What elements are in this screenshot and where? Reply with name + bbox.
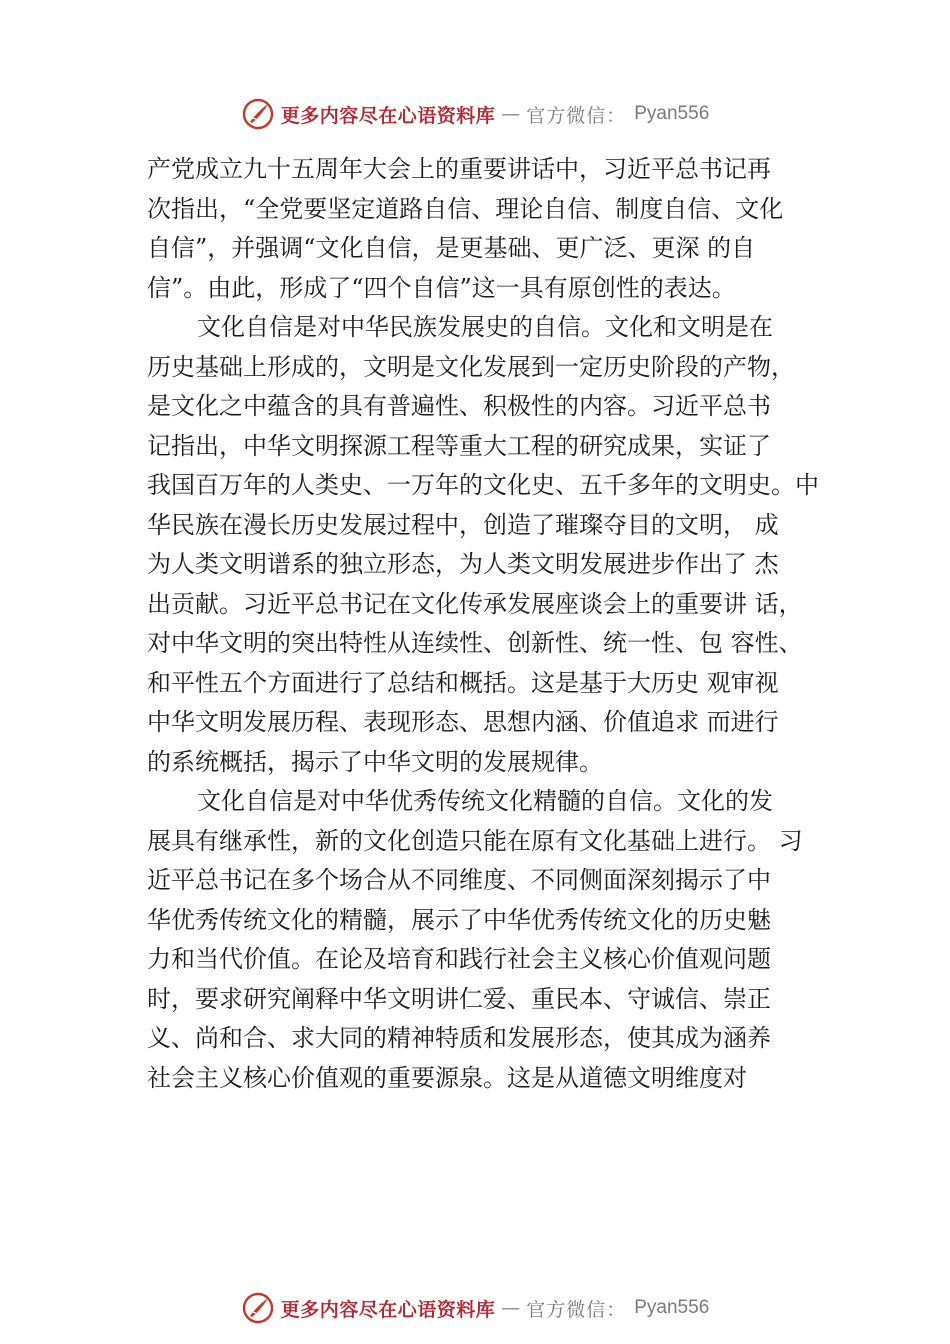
text-line: 义、尚和合、求大同的精神特质和发展形态，使其成为涵养	[147, 1024, 771, 1052]
watermark-dash: —	[501, 103, 521, 125]
paragraph-first-line: 文化自信是对中华优秀传统文化精髓的自信。文化的发	[197, 787, 773, 815]
paragraph-first-line: 文化自信是对中华民族发展史的自信。文化和文明是在	[197, 313, 773, 341]
text-line: 历史基础上形成的，文明是文化发展到一定历史阶段的产物，	[147, 352, 795, 381]
text-line: 力和当代价值。在论及培育和践行社会主义核心价值观问题	[147, 945, 771, 973]
text-line: 对中华文明的突出特性从连续性、创新性、统一性、包 容性、	[147, 629, 803, 657]
text-line: 华民族在漫长历史发展过程中，创造了璀璨夺目的文明， 成	[147, 510, 779, 539]
text-line: 信”。由此，形成了“四个自信”这一具有原创性的表达。	[147, 273, 736, 302]
text-line: 自信”，并强调“文化自信，是更基础、更广泛、更深 的自	[147, 234, 756, 262]
text-line: 记指出，中华文明探源工程等重大工程的研究成果，实证了	[147, 431, 771, 460]
watermark-main-text: 更多内容尽在心语资料库	[280, 104, 496, 127]
text-line: 产党成立九十五周年大会上的重要讲话中，习近平总书记再	[147, 155, 771, 183]
watermark-dash: —	[501, 1297, 521, 1319]
text-line: 中华文明发展历程、表现形态、思想内涵、价值追求 而进行	[147, 708, 779, 736]
watermark-wechat-id: Pyan556	[634, 1297, 710, 1318]
text-line: 社会主义核心价值观的重要源泉。这是从道德文明维度对	[147, 1063, 747, 1092]
footer-watermark	[0, 1288, 950, 1328]
watermark-label: 官方微信：	[526, 1298, 627, 1321]
text-line: 近平总书记在多个场合从不同维度、不同侧面深刻揭示了中	[147, 866, 771, 894]
red-quill-seal-icon	[241, 1291, 275, 1325]
text-line: 出贡献。习近平总书记在文化传承发展座谈会上的重要讲 话，	[147, 589, 803, 618]
document-body	[147, 150, 837, 1098]
text-line: 为人类文明谱系的独立形态，为人类文明发展进步作出了 杰	[147, 550, 779, 578]
text-line: 时，要求研究阐释中华文明讲仁爱、重民本、守诚信、崇正	[147, 984, 771, 1013]
text-line: 和平性五个方面进行了总结和概括。这是基于大历史 观审视	[147, 668, 779, 697]
header-watermark	[0, 94, 950, 134]
text-line: 我国百万年的人类史、一万年的文化史、五千多年的文明史。中	[147, 471, 819, 499]
text-line: 华优秀传统文化的精髓，展示了中华优秀传统文化的历史魅	[147, 905, 771, 934]
watermark-wechat-id: Pyan556	[634, 103, 710, 124]
red-quill-seal-icon	[241, 97, 275, 131]
watermark-main-text: 更多内容尽在心语资料库	[280, 1298, 496, 1321]
text-line: 展具有继承性，新的文化创造只能在原有文化基础上进行。 习	[147, 826, 803, 855]
text-line: 是文化之中蕴含的具有普遍性、积极性的内容。习近平总书	[147, 392, 771, 420]
watermark-label: 官方微信：	[526, 104, 627, 127]
text-line: 次指出，“全党要坚定道路自信、理论自信、制度自信、文化	[147, 194, 784, 223]
text-line: 的系统概括，揭示了中华文明的发展规律。	[147, 747, 603, 776]
